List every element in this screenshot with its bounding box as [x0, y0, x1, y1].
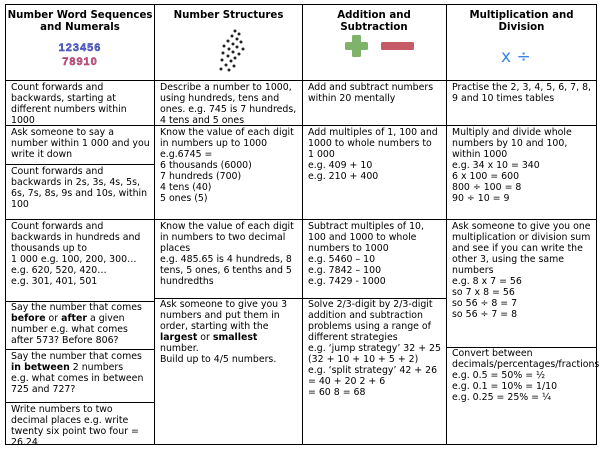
col2-item-ordering — [154, 299, 302, 365]
row-divider — [5, 349, 154, 350]
table-border-bottom — [5, 444, 597, 445]
col3-item-strategies: Solve 2/3-digit by 2/3-digit addition and subtraction problems using a range of different strategies e.g. ‘jump strategy’ 32 + 25 (32 + 10 + 10 + 5 + 2) e.g. ‘split strategy’ 42 + 26 = 40 + 20 2 + 6 = 60 8 = 68 — [308, 299, 441, 398]
row-divider — [5, 125, 597, 126]
header-col3: Addition and Subtraction — [337, 10, 411, 33]
header-col2: Number Structures — [173, 10, 284, 21]
emphasis-largest: largest — [160, 332, 198, 343]
col3-item-add-multiples: Add multiples of 1, 100 and 1000 to whole numbers to 1 000 e.g. 409 + 10 e.g. 210 + 400 — [308, 127, 438, 182]
text-span: 2 numbers e.g. what comes in between 725 and 727? — [11, 362, 144, 395]
row-divider — [5, 402, 154, 403]
times-divide-icon: x ÷ — [501, 47, 531, 67]
col3-item-subtract-multiples: Subtract multiples of 10, 100 and 1000 to whole numbers to 1000 e.g. 5460 – 10 e.g. 7842 – 100 e.g. 7429 - 1000 — [308, 221, 425, 287]
col1-item-decimals: Write numbers to two decimal places e.g. write twenty six point two four = 26.24 — [11, 404, 139, 448]
col1-item-count-hundreds: Count forwards and backwards in hundreds and thousands up to 1 000 e.g. 100, 200, 300… e.g. 620, 520, 420… e.g. 301, 401, 501 — [11, 221, 141, 287]
col2-item-digit-value: Know the value of each digit in numbers up to 1000 e.g.6745 = 6 thousands (6000) 7 hundreds (700) 4 tens (40) 5 ones (5) — [160, 127, 294, 204]
col1-item-in-between — [5, 351, 154, 402]
text-span: Ask someone to give you 3 numbers and put them in order, starting with the — [160, 299, 288, 332]
header-divider — [5, 80, 597, 81]
emphasis-smallest: smallest — [212, 332, 258, 343]
text-span: or — [197, 332, 213, 343]
text-span: Say the number that comes — [11, 302, 142, 313]
col1-item-before-after — [5, 302, 154, 349]
col2-item-decimal-value: Know the value of each digit in numbers to two decimal places e.g. 485.65 is 4 hundreds, 8 tens, 5 ones, 6 tenths and 5 hundredths — [160, 221, 294, 287]
emphasis-before: before — [11, 313, 46, 324]
text-span: or — [45, 313, 62, 324]
header-col4: Multiplication and Division — [469, 10, 574, 33]
col1-item-count-steps: Count forwards and backwards in 2s, 3s, 4s, 5s, 6s, 7s, 8s, 9s and 10s, within 100 — [11, 166, 148, 210]
text-span: number. Build up to 4/5 numbers. — [160, 343, 277, 365]
col4-item-conversions: Convert between decimals/percentages/fractions e.g. 0.5 = 50% = ½ e.g. 0.1 = 10% = 1/10 e.g. 0.25 = 25% = ¼ — [452, 348, 600, 403]
col4-item-multiply-divide: Multiply and divide whole numbers by 10 and 100, within 1000 e.g. 34 x 10 = 340 6 x 100 = 600 800 ÷ 100 = 8 90 ÷ 10 = 9 — [452, 127, 572, 204]
row-divider — [5, 164, 154, 165]
col4-item-fact-family: Ask someone to give you one multiplication or division sum and see if you can write the other 3, using the same numbers e.g. 8 x 7 = 56 so 7 x 8 = 56 so 56 ÷ 8 = 7 so 56 ÷ 7 = 8 — [452, 221, 591, 320]
text-span: a given number e.g. what comes after 573? Before 806? — [11, 313, 128, 346]
col1-item-say-number: Ask someone to say a number within 1 000 and you write it down — [11, 127, 150, 160]
header-col1: Number Word Sequences and Numerals — [7, 10, 153, 33]
maths-skills-table — [5, 4, 600, 448]
row-divider — [5, 219, 597, 220]
col4-item-times-tables: Practise the 2, 3, 4, 5, 6, 7, 8, 9 and 10 times tables — [452, 82, 592, 104]
text-span: Say the number that comes — [11, 351, 142, 362]
svg-text:123456: 123456 — [58, 42, 102, 54]
colorful-numerals-icon — [19, 40, 141, 68]
col2-item-describe-number: Describe a number to 1000, using hundreds, tens and ones. e.g. 745 is 7 hundreds, 4 tens and 5 ones — [160, 82, 297, 126]
emphasis-in-between: in between — [11, 362, 70, 373]
dot-pattern-icon — [215, 28, 251, 72]
col1-item-count-within-1000: Count forwards and backwards, starting at different numbers within 1000 — [11, 82, 127, 126]
table-border-top — [5, 4, 597, 5]
emphasis-after: after — [61, 313, 88, 324]
svg-text:78910: 78910 — [62, 56, 98, 68]
col3-item-mental-add: Add and subtract numbers within 20 mentally — [308, 82, 434, 104]
plus-minus-icon — [343, 34, 417, 58]
